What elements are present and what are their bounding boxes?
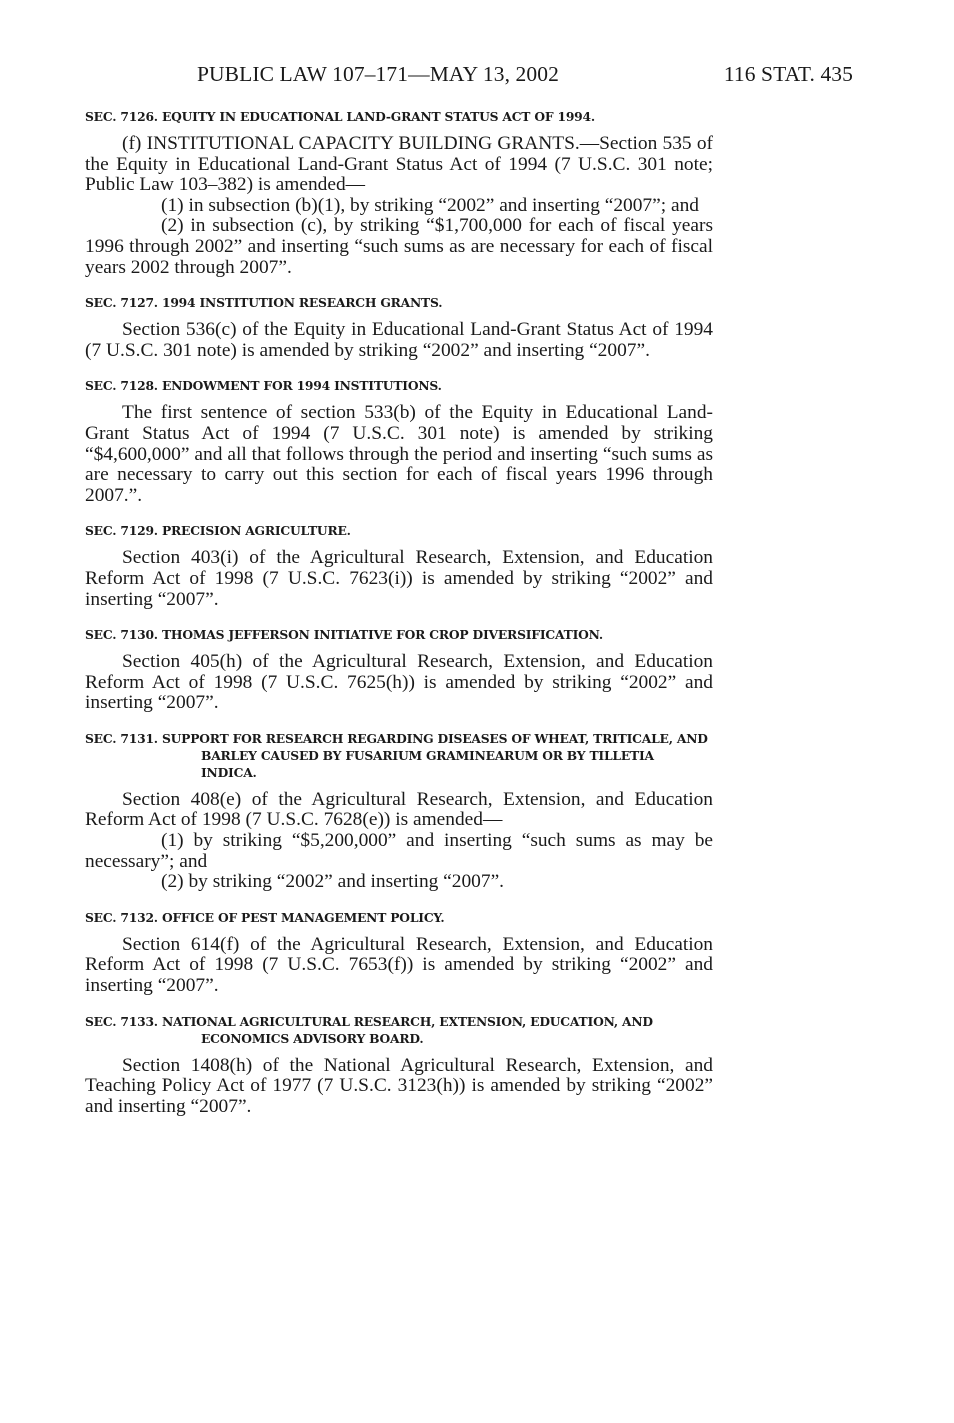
section-paragraph: (f) INSTITUTIONAL CAPACITY BUILDING GRANTS.—Section 535 of the Equity in Educational Land-Grant Status Act of 1994 (7 U.S.C. 301 note; Public Law 103–382) is amended—: [85, 133, 713, 196]
section-heading: SEC. 7131. SUPPORT FOR RESEARCH REGARDING DISEASES OF WHEAT, TRITICALE, AND BARLEY CAUSED BY FUSARIUM GRAMINEARUM OR BY TILLETIA INDICA.: [85, 730, 708, 780]
section-paragraph: Section 408(e) of the Agricultural Research, Extension, and Education Reform Act of 1998 (7 U.S.C. 7628(e)) is amended—: [85, 788, 713, 831]
section-paragraph: (2) in subsection (c), by striking “$1,700,000 for each of fiscal years 1996 through 2002” and inserting “such sums as are necessary for each of fiscal years 2002 through 2007”.: [85, 215, 713, 278]
section-paragraph: (1) in subsection (b)(1), by striking “2002” and inserting “2007”; and: [161, 194, 699, 216]
section-7132: [85, 909, 713, 997]
spacer: [85, 506, 713, 522]
spacer: [85, 278, 713, 294]
section-paragraph: Section 403(i) of the Agricultural Research, Extension, and Education Reform Act of 1998 (7 U.S.C. 7623(i)) is amended by striking “2002” and inserting “2007”.: [85, 547, 713, 610]
section-paragraph: Section 1408(h) of the National Agricultural Research, Extension, and Teaching Policy Act of 1977 (7 U.S.C. 3123(h)) is amended by striking “2002” and inserting “2007”.: [85, 1054, 713, 1117]
spacer: [85, 610, 713, 626]
spacer: [85, 893, 713, 909]
section-7126: [85, 108, 713, 278]
section-heading: SEC. 7127. 1994 INSTITUTION RESEARCH GRANTS.: [85, 295, 443, 311]
section-7129: [85, 522, 713, 610]
section-paragraph: Section 405(h) of the Agricultural Research, Extension, and Education Reform Act of 1998 (7 U.S.C. 7625(h)) is amended by striking “2002” and inserting “2007”.: [85, 651, 713, 714]
section-paragraph: (1) by striking “$5,200,000” and inserting “such sums as may be necessary”; and: [85, 830, 713, 872]
section-paragraph: Section 614(f) of the Agricultural Research, Extension, and Education Reform Act of 1998 (7 U.S.C. 7653(f)) is amended by striking “2002” and inserting “2007”.: [85, 933, 713, 997]
section-7127: [85, 294, 713, 361]
section-heading: SEC. 7128. ENDOWMENT FOR 1994 INSTITUTIONS.: [85, 378, 442, 394]
section-paragraph: The first sentence of section 533(b) of the Equity in Educational Land-Grant Status Act of 1994 (7 U.S.C. 301 note) is amended by striking “$4,600,000” and all that follows through the period and inserting “such sums as are necessary to carry out this section for each of fiscal years 1996 through 2007.”.: [85, 402, 713, 506]
section-7131: [85, 730, 713, 893]
section-heading: SEC. 7133. NATIONAL AGRICULTURAL RESEARCH, EXTENSION, EDUCATION, AND ECONOMICS ADVISORY BOARD.: [85, 1013, 653, 1046]
page-header: [85, 62, 853, 92]
stat-page-number: 116 STAT. 435: [723, 62, 853, 86]
section-7128: [85, 377, 713, 506]
section-7133: [85, 1013, 713, 1118]
section-heading: SEC. 7130. THOMAS JEFFERSON INITIATIVE FOR CROP DIVERSIFICATION.: [85, 627, 603, 643]
spacer: [85, 361, 713, 377]
document-body: [85, 108, 713, 1117]
section-heading: SEC. 7129. PRECISION AGRICULTURE.: [85, 523, 351, 539]
section-heading: SEC. 7132. OFFICE OF PEST MANAGEMENT POLICY.: [85, 909, 445, 925]
document-page: [85, 62, 853, 1117]
section-7130: [85, 626, 713, 714]
running-title: PUBLIC LAW 107–171—MAY 13, 2002: [197, 62, 559, 86]
spacer: [85, 714, 713, 730]
section-paragraph: Section 536(c) of the Equity in Educational Land-Grant Status Act of 1994 (7 U.S.C. 301 note) is amended by striking “2002” and inserting “2007”.: [85, 319, 713, 361]
spacer: [85, 997, 713, 1013]
section-heading: SEC. 7126. EQUITY IN EDUCATIONAL LAND-GRANT STATUS ACT OF 1994.: [85, 109, 595, 124]
section-paragraph: (2) by striking “2002” and inserting “2007”.: [161, 871, 505, 893]
